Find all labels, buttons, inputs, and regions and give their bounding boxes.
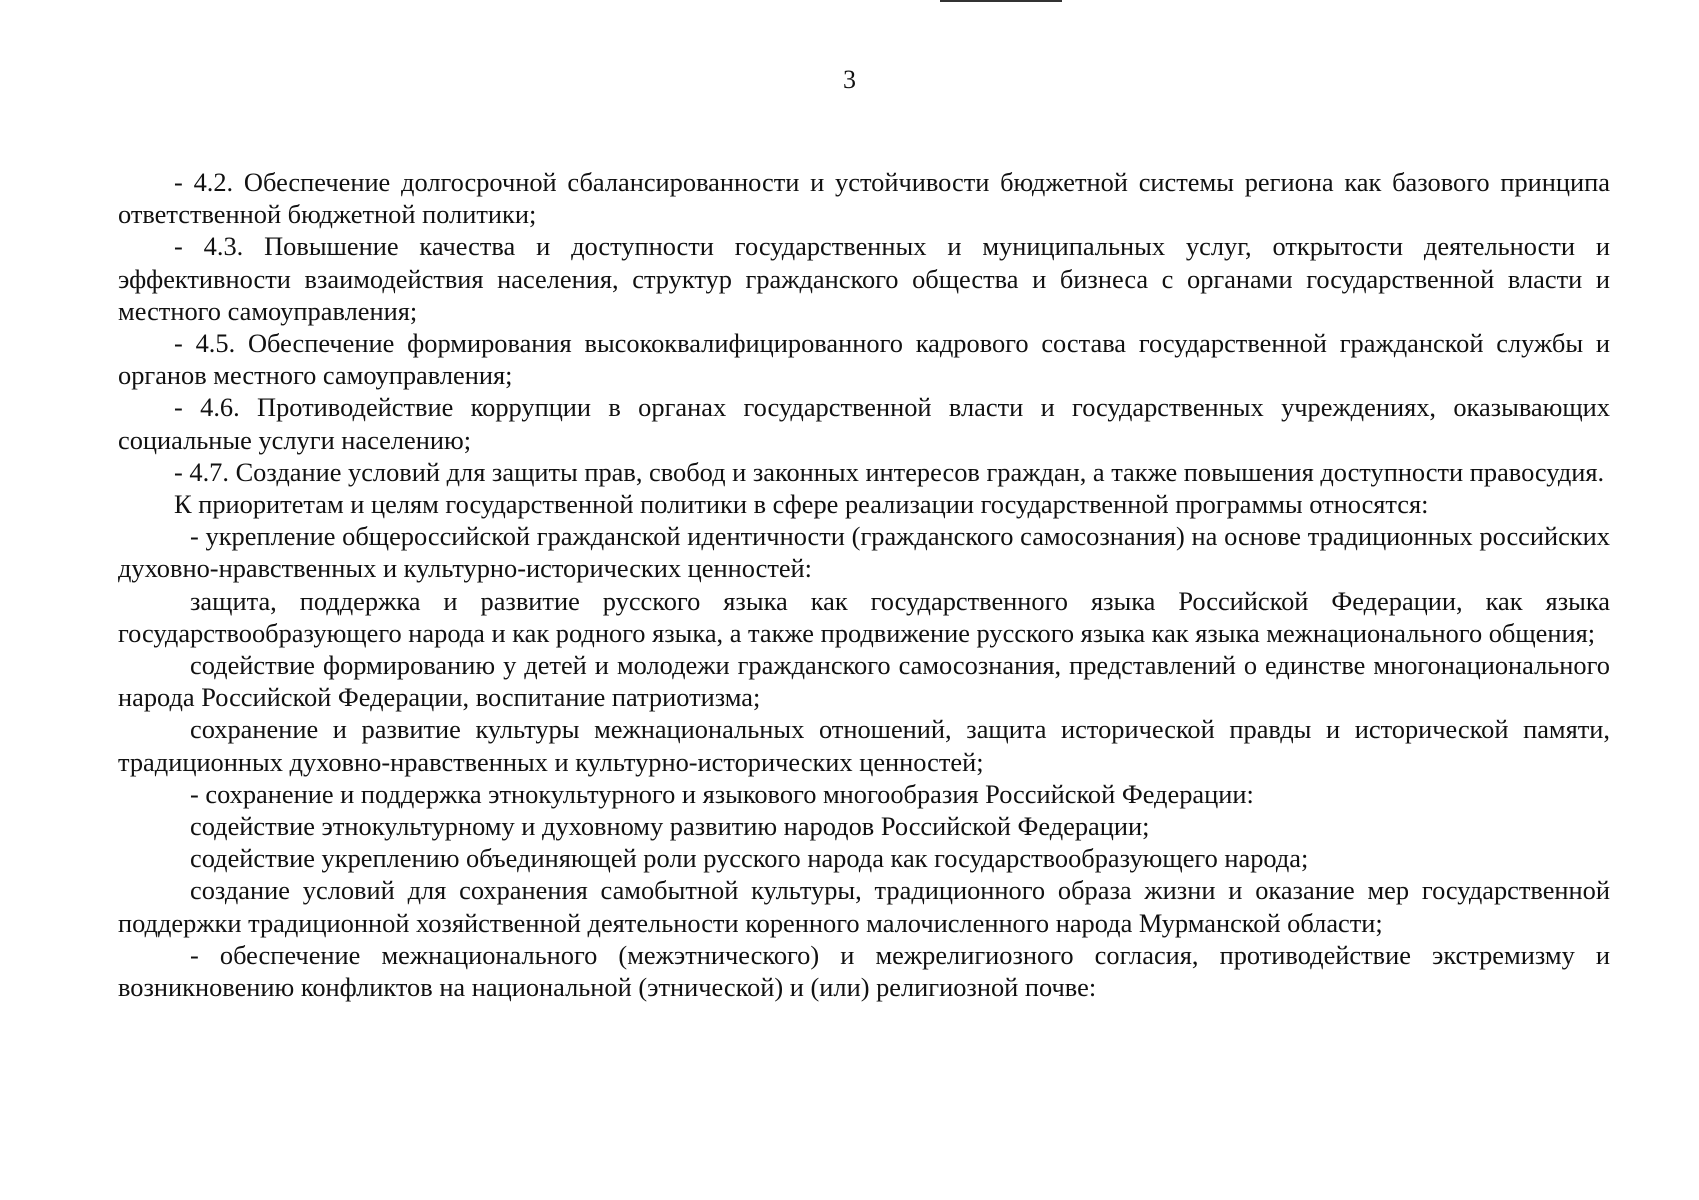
paragraph-priorities-intro: К приоритетам и целям государственной политики в сфере реализации государственной программы относятся: [174,489,1429,520]
paragraph-4-2: - 4.2. Обеспечение долгосрочной сбалансированности и устойчивости бюджетной системы региона как базового принципа ответственной бюджетной политики; [118,167,1610,230]
paragraph-harmony: - обеспечение межнационального (межэтнического) и межрелигиозного согласия, противодействие экстремизму и возникновению конфликтов на национальной (этнической) и (или) религиозной почве: [118,939,1610,1003]
paragraph-russian-language: защита, поддержка и развитие русского языка как государственного языка Российской Федерации, как языка государствообразующего народа и как родного языка, а также продвижение русского языка как языка межнационального общения; [118,585,1610,648]
paragraph-4-3: - 4.3. Повышение качества и доступности государственных и муниципальных услуг, открытости деятельности и эффективности взаимодействия населения, структур гражданского общества и бизнеса с органами государственной власти и местного самоуправления; [118,231,1610,326]
paragraph-culture-relations: сохранение и развитие культуры межнациональных отношений, защита исторической правды и исторической памяти, традиционных духовно-нравственных и культурно-исторических ценностей; [118,714,1610,777]
paragraph-youth: содействие формированию у детей и молодежи гражданского самосознания, представлений о единстве многонационального народа Российской Федерации, воспитание патриотизма; [118,650,1610,713]
paragraph-identity: - укрепление общероссийской гражданской идентичности (гражданского самосознания) на основе традиционных российских духовно-нравственных и культурно-исторических ценностей: [118,521,1610,584]
paragraph-4-7: - 4.7. Создание условий для защиты прав, свобод и законных интересов граждан, а также повышения доступности правосудия. [174,456,1605,487]
paragraph-ethnocultural: содействие этнокультурному и духовному развитию народов Российской Федерации; [190,811,1150,842]
page-number: 3 [843,65,856,94]
paragraph-4-5: - 4.5. Обеспечение формирования высококвалифицированного кадрового состава государственной гражданской службы и органов местного самоуправления; [118,328,1610,391]
document-body [118,166,1610,1003]
paragraph-indigenous: создание условий для сохранения самобытной культуры, традиционного образа жизни и оказание мер государственной поддержки традиционной хозяйственной деятельности коренного малочисленного народа Мурманской области; [118,875,1610,938]
paragraph-4-6: - 4.6. Противодействие коррупции в органах государственной власти и государственных учреждениях, оказывающих социальные услуги населению; [118,392,1610,455]
paragraph-diversity: - сохранение и поддержка этнокультурного и языкового многообразия Российской Федерации: [190,778,1254,809]
paragraph-unifying-role: содействие укреплению объединяющей роли русского народа как государствообразующего народа; [190,843,1309,874]
top-rule [940,0,1062,2]
